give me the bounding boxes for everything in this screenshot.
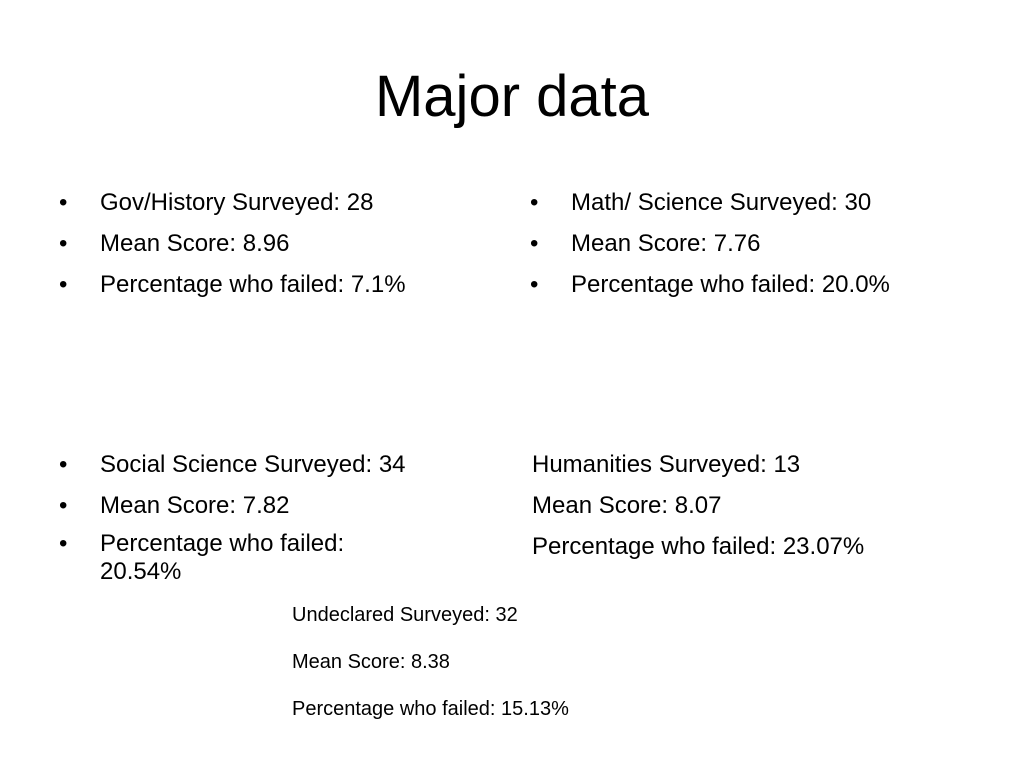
social-science-list xyxy=(59,444,459,586)
humanities-failed: Percentage who failed: 23.07% xyxy=(532,533,865,560)
undeclared-block xyxy=(292,592,569,733)
undeclared-failed: Percentage who failed: 15.13% xyxy=(292,698,569,720)
math-science-list xyxy=(530,182,980,305)
bullet-icon: • xyxy=(530,230,539,257)
list-item xyxy=(59,182,479,223)
social-science-failed: Percentage who failed: 20.54% xyxy=(100,530,345,585)
gov-history-list xyxy=(59,182,479,305)
list-item xyxy=(59,485,459,526)
social-science-mean: Mean Score: 7.82 xyxy=(100,492,290,519)
undeclared-list xyxy=(292,592,569,733)
list-item xyxy=(530,182,980,223)
bullet-icon: • xyxy=(530,189,539,216)
slide-title: Major data xyxy=(374,64,650,129)
gov-history-surveyed: Gov/History Surveyed: 28 xyxy=(100,189,374,216)
math-science-surveyed: Math/ Science Surveyed: 30 xyxy=(571,189,872,216)
gov-history-failed: Percentage who failed: 7.1% xyxy=(100,271,406,298)
humanities-mean: Mean Score: 8.07 xyxy=(532,492,722,519)
math-science-block xyxy=(530,182,980,305)
list-item xyxy=(59,223,479,264)
list-item xyxy=(59,264,479,305)
bullet-icon: • xyxy=(59,271,68,298)
bullet-icon: • xyxy=(530,271,539,298)
social-science-block xyxy=(59,444,459,586)
bullet-icon: • xyxy=(59,451,68,478)
humanities-block xyxy=(532,444,982,567)
gov-history-block xyxy=(59,182,479,305)
humanities-list xyxy=(532,444,982,567)
math-science-failed: Percentage who failed: 20.0% xyxy=(571,271,890,298)
list-item xyxy=(530,223,980,264)
bullet-icon: • xyxy=(59,189,68,216)
bullet-icon: • xyxy=(59,530,68,557)
bullet-icon: • xyxy=(59,230,68,257)
bullet-icon: • xyxy=(59,492,68,519)
math-science-mean: Mean Score: 7.76 xyxy=(571,230,761,257)
humanities-surveyed: Humanities Surveyed: 13 xyxy=(532,451,801,478)
list-item xyxy=(59,526,400,586)
list-item xyxy=(59,444,459,485)
undeclared-mean: Mean Score: 8.38 xyxy=(292,651,450,673)
gov-history-mean: Mean Score: 8.96 xyxy=(100,230,290,257)
list-item xyxy=(530,264,980,305)
undeclared-surveyed: Undeclared Surveyed: 32 xyxy=(292,604,518,626)
social-science-surveyed: Social Science Surveyed: 34 xyxy=(100,451,406,478)
